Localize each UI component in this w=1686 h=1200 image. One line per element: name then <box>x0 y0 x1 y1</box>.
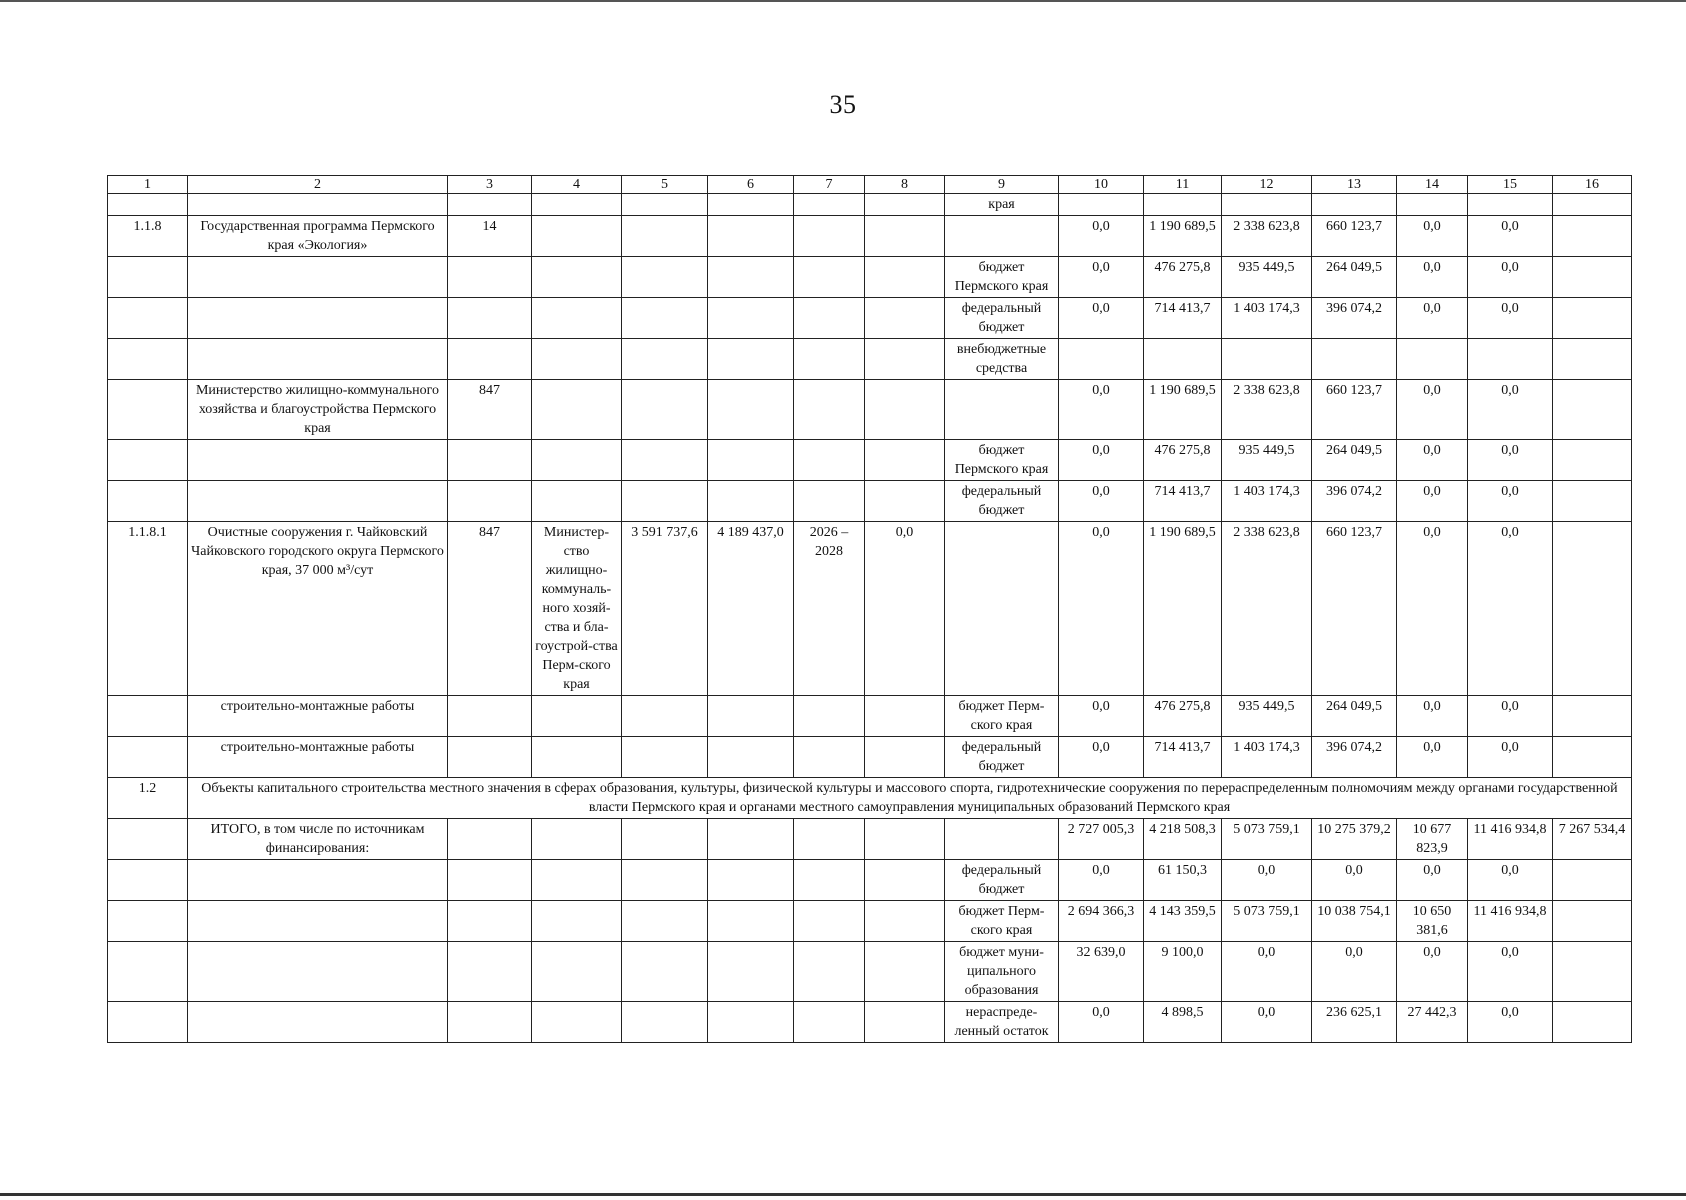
table-row <box>108 860 1632 901</box>
table-cell <box>1553 901 1632 942</box>
table-cell <box>532 696 622 737</box>
table-cell: 0,0 <box>1468 942 1553 1002</box>
table-cell <box>188 339 448 380</box>
table-cell <box>448 298 532 339</box>
table-cell <box>622 481 708 522</box>
table-cell <box>1553 339 1632 380</box>
table-cell: 5 073 759,1 <box>1222 901 1312 942</box>
table-cell <box>622 860 708 901</box>
table-cell <box>108 860 188 901</box>
table-cell <box>622 339 708 380</box>
column-number: 3 <box>448 176 532 194</box>
table-cell: 1 403 174,3 <box>1222 737 1312 778</box>
table-cell <box>794 339 865 380</box>
table-cell: 27 442,3 <box>1397 1002 1468 1043</box>
table-cell <box>1553 481 1632 522</box>
table-cell: 0,0 <box>1468 481 1553 522</box>
section-1-2 <box>108 778 1632 819</box>
table-cell: 7 267 534,4 <box>1553 819 1632 860</box>
table-cell <box>448 737 532 778</box>
table-cell: 2 727 005,3 <box>1059 819 1144 860</box>
column-number: 10 <box>1059 176 1144 194</box>
table-cell <box>794 194 865 216</box>
table-cell <box>448 339 532 380</box>
table-cell <box>865 380 945 440</box>
budget-table <box>107 175 1632 1043</box>
table-cell: 4 189 437,0 <box>708 522 794 696</box>
table-cell: 2 338 623,8 <box>1222 522 1312 696</box>
table-cell: 0,0 <box>1468 440 1553 481</box>
table-cell: 0,0 <box>1468 522 1553 696</box>
table-cell: 2 338 623,8 <box>1222 380 1312 440</box>
table-cell: 0,0 <box>1222 942 1312 1002</box>
table-cell: бюджет Пермского края <box>945 257 1059 298</box>
table-cell <box>188 440 448 481</box>
table-cell: 0,0 <box>1397 737 1468 778</box>
table-cell: 0,0 <box>1468 860 1553 901</box>
table-cell: 0,0 <box>1059 860 1144 901</box>
table-cell: федеральный бюджет <box>945 481 1059 522</box>
table-cell: 476 275,8 <box>1144 440 1222 481</box>
table-cell <box>1553 860 1632 901</box>
table-cell: 0,0 <box>1312 942 1397 1002</box>
table-cell <box>708 298 794 339</box>
table-cell <box>1468 194 1553 216</box>
table-cell: 10 650 381,6 <box>1397 901 1468 942</box>
table-cell <box>622 1002 708 1043</box>
table-cell <box>108 901 188 942</box>
table-cell: 1.1.8.1 <box>108 522 188 696</box>
table-cell <box>188 901 448 942</box>
table-cell: 1 403 174,3 <box>1222 481 1312 522</box>
table-cell: 3 591 737,6 <box>622 522 708 696</box>
table-cell: 0,0 <box>1397 860 1468 901</box>
table-cell: строительно-монтажные работы <box>188 696 448 737</box>
table-cell: 1 190 689,5 <box>1144 216 1222 257</box>
table-cell <box>945 522 1059 696</box>
column-number: 13 <box>1312 176 1397 194</box>
table-cell <box>865 737 945 778</box>
table-cell <box>1553 737 1632 778</box>
table-cell <box>708 440 794 481</box>
table-cell: края <box>945 194 1059 216</box>
table-cell <box>1553 522 1632 696</box>
table-cell: 1.1.8 <box>108 216 188 257</box>
table-cell: Государственная программа Пермского края «Экология» <box>188 216 448 257</box>
table-cell <box>794 696 865 737</box>
table-cell <box>448 257 532 298</box>
table-cell <box>865 819 945 860</box>
table-cell <box>1553 1002 1632 1043</box>
table-row <box>108 737 1632 778</box>
table-cell <box>108 380 188 440</box>
table-cell: 32 639,0 <box>1059 942 1144 1002</box>
table-cell: 0,0 <box>1059 737 1144 778</box>
table-cell: 0,0 <box>1397 257 1468 298</box>
column-number: 4 <box>532 176 622 194</box>
table-cell: 0,0 <box>1059 696 1144 737</box>
page-number: 35 <box>829 90 857 119</box>
table-cell: 236 625,1 <box>1312 1002 1397 1043</box>
table-cell: 1 403 174,3 <box>1222 298 1312 339</box>
table-cell <box>865 440 945 481</box>
table-cell: 14 <box>448 216 532 257</box>
table-row <box>108 339 1632 380</box>
table-cell <box>1468 339 1553 380</box>
table-cell: 1 190 689,5 <box>1144 522 1222 696</box>
table-cell: 396 074,2 <box>1312 737 1397 778</box>
table-cell: 10 038 754,1 <box>1312 901 1397 942</box>
column-number: 9 <box>945 176 1059 194</box>
table-cell <box>708 942 794 1002</box>
scan-edge-top <box>0 0 1686 2</box>
table-cell <box>708 737 794 778</box>
table-cell <box>865 1002 945 1043</box>
table-cell: 0,0 <box>1059 1002 1144 1043</box>
table-cell: 0,0 <box>1397 216 1468 257</box>
table-row <box>108 901 1632 942</box>
table-cell: бюджет муни-ципального образования <box>945 942 1059 1002</box>
table-cell: 5 073 759,1 <box>1222 819 1312 860</box>
table-cell: 660 123,7 <box>1312 522 1397 696</box>
table-cell <box>1222 339 1312 380</box>
section-title: Объекты капитального строительства местного значения в сферах образования, культуры, физической культуры и массового спорта, гидротехнические сооружения по перераспределенным полномочиям между органами государственной власти Пермского края и органами местного самоуправления муниципальных образований Пермского края <box>188 778 1632 819</box>
table-cell <box>532 194 622 216</box>
table-cell <box>708 216 794 257</box>
column-number: 6 <box>708 176 794 194</box>
table-cell <box>448 860 532 901</box>
table-cell <box>532 339 622 380</box>
column-number: 15 <box>1468 176 1553 194</box>
table-cell <box>865 257 945 298</box>
table-cell: 2026 – 2028 <box>794 522 865 696</box>
table-cell <box>108 696 188 737</box>
table-cell <box>794 1002 865 1043</box>
table-row <box>108 942 1632 1002</box>
table-cell: 0,0 <box>1468 298 1553 339</box>
column-number: 11 <box>1144 176 1222 194</box>
table-cell <box>708 481 794 522</box>
table-row <box>108 1002 1632 1043</box>
table-cell <box>108 819 188 860</box>
table-cell: 9 100,0 <box>1144 942 1222 1002</box>
table-row <box>108 481 1632 522</box>
table-cell: внебюджетные средства <box>945 339 1059 380</box>
table-cell: 476 275,8 <box>1144 257 1222 298</box>
table-cell <box>708 194 794 216</box>
table-cell: 0,0 <box>1468 380 1553 440</box>
table-cell <box>1059 339 1144 380</box>
table-cell: 0,0 <box>1059 440 1144 481</box>
table-cell <box>1553 298 1632 339</box>
table-cell <box>865 194 945 216</box>
section-number: 1.2 <box>108 778 188 819</box>
table-cell: 0,0 <box>1397 440 1468 481</box>
table-cell: бюджет Перм-ского края <box>945 901 1059 942</box>
table-cell <box>708 696 794 737</box>
table-cell: 1 190 689,5 <box>1144 380 1222 440</box>
table-cell <box>448 901 532 942</box>
table-cell: 2 338 623,8 <box>1222 216 1312 257</box>
table-cell <box>1553 696 1632 737</box>
table-cell <box>945 380 1059 440</box>
table-cell <box>108 257 188 298</box>
column-number-row <box>108 176 1632 194</box>
table-cell <box>865 901 945 942</box>
table-cell: 0,0 <box>1397 696 1468 737</box>
table-cell: 61 150,3 <box>1144 860 1222 901</box>
table-cell <box>108 440 188 481</box>
table-cell <box>794 942 865 1002</box>
table-cell <box>108 194 188 216</box>
column-number: 2 <box>188 176 448 194</box>
table-row <box>108 298 1632 339</box>
table-cell <box>865 696 945 737</box>
table-cell: 264 049,5 <box>1312 257 1397 298</box>
table-cell: 714 413,7 <box>1144 737 1222 778</box>
table-cell <box>865 339 945 380</box>
table-cell <box>448 942 532 1002</box>
table-cell <box>865 298 945 339</box>
table-cell <box>1312 194 1397 216</box>
table-cell <box>1144 339 1222 380</box>
table-cell <box>794 380 865 440</box>
table-cell: 4 143 359,5 <box>1144 901 1222 942</box>
table-row <box>108 257 1632 298</box>
table-cell <box>1553 194 1632 216</box>
table-cell: бюджет Пермского края <box>945 440 1059 481</box>
table-cell: 0,0 <box>1468 1002 1553 1043</box>
table-cell: 0,0 <box>1468 216 1553 257</box>
table-row <box>108 216 1632 257</box>
table-cell <box>188 298 448 339</box>
table-cell: Министер-ство жилищно-коммуналь-ного хозяй-ства и бла-гоустрой-ства Перм-ского края <box>532 522 622 696</box>
column-number: 14 <box>1397 176 1468 194</box>
table-cell: 264 049,5 <box>1312 440 1397 481</box>
table-cell <box>622 942 708 1002</box>
column-number: 5 <box>622 176 708 194</box>
table-cell: 0,0 <box>1468 696 1553 737</box>
table-cell <box>865 481 945 522</box>
table-cell <box>622 216 708 257</box>
table-cell: 0,0 <box>1468 737 1553 778</box>
table-cell <box>1553 257 1632 298</box>
table-cell: 10 677 823,9 <box>1397 819 1468 860</box>
table-cell <box>945 819 1059 860</box>
table-cell: 0,0 <box>1312 860 1397 901</box>
table-cell <box>108 737 188 778</box>
table-row <box>108 194 1632 216</box>
scan-edge-bottom <box>0 1193 1686 1196</box>
table-cell <box>1222 194 1312 216</box>
table-cell <box>794 440 865 481</box>
table-cell <box>865 216 945 257</box>
table-cell <box>708 257 794 298</box>
table-cell: 0,0 <box>865 522 945 696</box>
table-cell: 0,0 <box>1059 216 1144 257</box>
table-cell <box>532 257 622 298</box>
table-cell: 396 074,2 <box>1312 298 1397 339</box>
table-cell <box>532 901 622 942</box>
table-cell <box>1059 194 1144 216</box>
table-cell: 0,0 <box>1059 380 1144 440</box>
table-cell: Очистные сооружения г. Чайковский Чайковского городского округа Пермского края, 37 000 м³/сут <box>188 522 448 696</box>
table-cell: 2 694 366,3 <box>1059 901 1144 942</box>
table-cell <box>1144 194 1222 216</box>
table-cell <box>622 737 708 778</box>
table-cell <box>108 1002 188 1043</box>
table-cell: 0,0 <box>1059 257 1144 298</box>
table-cell <box>708 860 794 901</box>
table-cell <box>708 380 794 440</box>
table-cell: 714 413,7 <box>1144 298 1222 339</box>
table-cell <box>794 216 865 257</box>
table-body-main <box>108 176 1632 778</box>
table-cell <box>188 194 448 216</box>
table-cell: 935 449,5 <box>1222 440 1312 481</box>
table-row <box>108 440 1632 481</box>
table-cell <box>448 1002 532 1043</box>
table-cell: 476 275,8 <box>1144 696 1222 737</box>
column-number: 12 <box>1222 176 1312 194</box>
table-cell: 0,0 <box>1222 1002 1312 1043</box>
table-cell <box>188 942 448 1002</box>
table-cell <box>108 942 188 1002</box>
table-cell <box>622 298 708 339</box>
table-cell: 0,0 <box>1397 522 1468 696</box>
table-cell <box>708 339 794 380</box>
table-cell <box>794 257 865 298</box>
table-cell <box>1553 440 1632 481</box>
table-cell <box>108 298 188 339</box>
table-cell: 847 <box>448 380 532 440</box>
table-cell <box>448 819 532 860</box>
table-cell <box>865 942 945 1002</box>
table-cell <box>532 440 622 481</box>
column-number: 7 <box>794 176 865 194</box>
table-row <box>108 380 1632 440</box>
table-body-totals <box>108 819 1632 1043</box>
table-cell <box>945 216 1059 257</box>
table-cell <box>532 380 622 440</box>
table-cell <box>448 194 532 216</box>
table-cell: 0,0 <box>1222 860 1312 901</box>
table-cell <box>622 257 708 298</box>
table-cell <box>448 481 532 522</box>
table-cell <box>794 860 865 901</box>
table-cell: федеральный бюджет <box>945 860 1059 901</box>
table-cell: 396 074,2 <box>1312 481 1397 522</box>
table-cell <box>1312 339 1397 380</box>
table-cell: 935 449,5 <box>1222 257 1312 298</box>
table-cell: ИТОГО, в том числе по источникам финансирования: <box>188 819 448 860</box>
column-number: 8 <box>865 176 945 194</box>
table-row <box>108 819 1632 860</box>
table-cell: 847 <box>448 522 532 696</box>
table-cell <box>865 860 945 901</box>
section-row <box>108 778 1632 819</box>
table-cell: 4 218 508,3 <box>1144 819 1222 860</box>
table-cell: 660 123,7 <box>1312 380 1397 440</box>
table-cell <box>1553 942 1632 1002</box>
table-cell <box>794 819 865 860</box>
table-cell <box>532 860 622 901</box>
table-cell <box>532 737 622 778</box>
table-cell: 0,0 <box>1397 298 1468 339</box>
table-cell <box>448 440 532 481</box>
column-number: 1 <box>108 176 188 194</box>
table-cell <box>622 380 708 440</box>
table-cell: 0,0 <box>1397 942 1468 1002</box>
table-cell <box>622 901 708 942</box>
table-cell <box>794 298 865 339</box>
table-cell <box>532 216 622 257</box>
table-cell: федеральный бюджет <box>945 298 1059 339</box>
table-cell <box>1553 216 1632 257</box>
table-cell <box>448 696 532 737</box>
table-cell: 264 049,5 <box>1312 696 1397 737</box>
table-cell <box>532 481 622 522</box>
table-cell: 0,0 <box>1468 257 1553 298</box>
table-cell: 714 413,7 <box>1144 481 1222 522</box>
table-cell <box>794 481 865 522</box>
table-cell <box>188 257 448 298</box>
table-cell <box>1397 194 1468 216</box>
table-cell <box>532 1002 622 1043</box>
table-cell <box>188 860 448 901</box>
table-cell <box>794 901 865 942</box>
table-cell: 660 123,7 <box>1312 216 1397 257</box>
table-cell <box>794 737 865 778</box>
table-row <box>108 522 1632 696</box>
table-cell <box>622 819 708 860</box>
table-cell: 10 275 379,2 <box>1312 819 1397 860</box>
table-cell <box>708 901 794 942</box>
table-cell <box>708 1002 794 1043</box>
table-cell <box>622 696 708 737</box>
table-cell: 0,0 <box>1059 298 1144 339</box>
table-cell <box>532 819 622 860</box>
table-cell <box>622 194 708 216</box>
table-cell <box>532 942 622 1002</box>
table-cell: 935 449,5 <box>1222 696 1312 737</box>
table-row <box>108 696 1632 737</box>
table-cell <box>1397 339 1468 380</box>
table-cell: федеральный бюджет <box>945 737 1059 778</box>
column-number: 16 <box>1553 176 1632 194</box>
table-cell: 11 416 934,8 <box>1468 901 1553 942</box>
table-cell: 0,0 <box>1059 522 1144 696</box>
table-cell <box>1553 380 1632 440</box>
table-cell: 0,0 <box>1059 481 1144 522</box>
table-cell <box>188 481 448 522</box>
table-cell: 11 416 934,8 <box>1468 819 1553 860</box>
table-cell <box>708 819 794 860</box>
table-cell <box>622 440 708 481</box>
table-cell: строительно-монтажные работы <box>188 737 448 778</box>
table-cell: Министерство жилищно-коммунального хозяйства и благоустройства Пермского края <box>188 380 448 440</box>
table-cell <box>188 1002 448 1043</box>
table-cell <box>108 339 188 380</box>
table-cell <box>532 298 622 339</box>
table-cell <box>108 481 188 522</box>
table-cell: бюджет Перм-ского края <box>945 696 1059 737</box>
table-cell: 0,0 <box>1397 481 1468 522</box>
table-cell: 0,0 <box>1397 380 1468 440</box>
table-cell: нераспреде-ленный остаток <box>945 1002 1059 1043</box>
table-cell: 4 898,5 <box>1144 1002 1222 1043</box>
